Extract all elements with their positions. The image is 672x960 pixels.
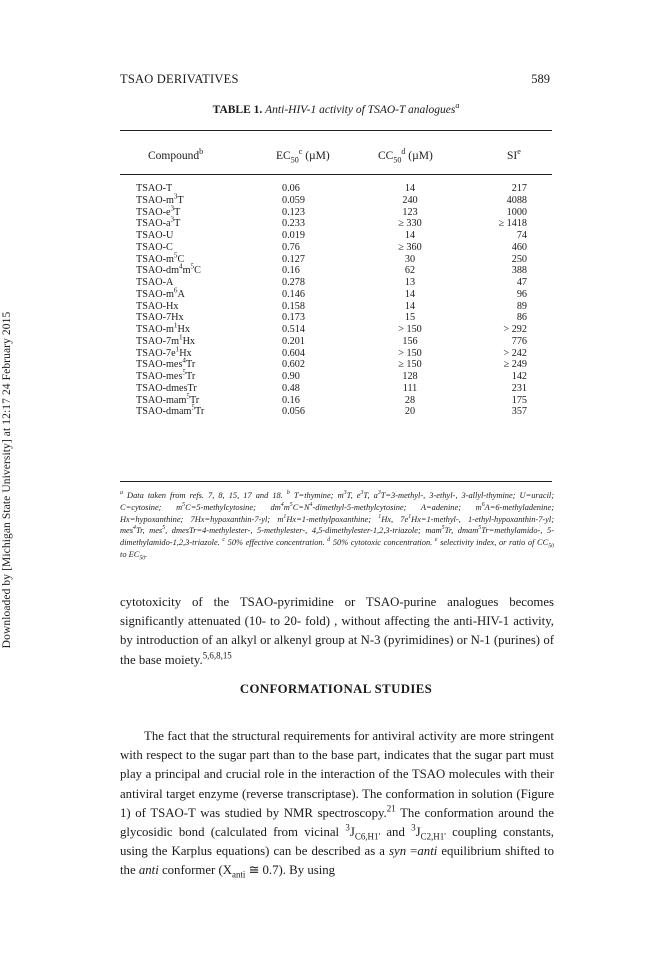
table-bottom-rule: [120, 481, 552, 482]
cell-compound: TSAO-$7m^1Hx$: [136, 333, 196, 347]
cell-ec50: 0.278: [282, 277, 305, 288]
cell-cc50: 111: [402, 382, 418, 394]
cell-cc50: 14: [404, 288, 416, 300]
cell-si: ≥ 1418: [498, 218, 527, 230]
column-header-compound: Compound$^b$: [148, 147, 204, 162]
table-row: [0, 262, 672, 277]
table-row: [0, 301, 672, 313]
cell-si: 1000: [506, 206, 527, 218]
cell-compound: TSAO-T: [136, 183, 173, 194]
cell-cc50: 14: [404, 230, 416, 241]
cell-ec50: 0.123: [282, 206, 305, 218]
body-paragraph-conformation: The fact that the structural requirements for antiviral activity are more stringent with respect to the sugar part than to the base part, indicates that the sugar part must play a principal and crucial role in the interaction of the TSAO molecules with their antiviral target enzyme (reverse transcriptase). The conformation in solution (Figure 1) of TSAO-T was studied by NMR spectroscopy.$^{21}$ The conformation around the glycosidic bond (calculated from vicinal $^3J_{C6,H1'}$ and $^3J_{C2,H1'}$ coupling constants, using the Karplus equations) can be described as a syn =anti equilibrium shifted to the anti conformer ($X_{anti}$ ≅ 0.7). By using: [120, 729, 555, 880]
cell-compound: TSAO-$m^1Hx$: [136, 321, 190, 335]
cell-ec50: 0.127: [282, 253, 305, 265]
body-paragraph-cytotoxicity: cytotoxicity of the TSAO-pyrimidine or TSAO-purine analogues becomes significantly attenuated (10- to 20- fold) , without affecting the anti-HIV-1 activity, by introduction of an alkyl or alkenyl group at N-3 (pyrimidines) or N-1 (purines) of the base moiety.$^{5,6,8,15}$: [120, 595, 554, 667]
table-row: [0, 192, 672, 207]
table-body: [0, 183, 672, 418]
table-row: [0, 242, 672, 254]
table-row: [0, 403, 672, 418]
cell-ec50: 0.158: [282, 300, 305, 312]
cell-ec50: 0.514: [282, 324, 305, 335]
cell-ec50: 0.173: [282, 312, 305, 324]
cell-compound: TSAO-C: [136, 241, 173, 253]
cell-si: > 242: [503, 347, 527, 359]
cell-compound: TSAO-$m^3T$: [136, 192, 184, 206]
cell-cc50: 128: [402, 371, 418, 382]
cell-cc50: 62: [404, 265, 416, 277]
table-header-rule: [120, 174, 552, 175]
cell-cc50: 240: [402, 194, 418, 206]
table-row: [0, 183, 672, 195]
cell-si: 89: [516, 300, 527, 312]
cell-compound: TSAO-$dm^4m^5C$: [136, 262, 201, 277]
cell-si: > 292: [503, 324, 527, 335]
table-caption: [0, 101, 672, 116]
cell-si: 74: [516, 230, 527, 241]
download-watermark: [0, 0, 16, 960]
cell-cc50: 156: [402, 335, 418, 347]
cell-si: 47: [516, 277, 527, 288]
column-header-ec50: $EC_{50}^c$ (µM): [276, 147, 330, 165]
cell-cc50: > 150: [398, 324, 422, 335]
table-row: [0, 230, 672, 242]
table-row: [0, 321, 672, 336]
cell-compound: TSAO-dmam$^5$Tr: [136, 403, 205, 418]
column-header-cc50: $CC_{50}^d$ (µM): [378, 147, 433, 165]
cell-si: 231: [511, 382, 527, 394]
cell-cc50: 14: [404, 183, 416, 194]
table-row: [0, 383, 672, 395]
table-row: [0, 277, 672, 289]
table-row: [0, 345, 672, 360]
cell-si: 388: [511, 265, 527, 277]
table-row: [0, 392, 672, 407]
cell-cc50: 28: [404, 394, 416, 406]
cell-ec50: 0.48: [282, 382, 300, 394]
cell-cc50: ≥ 360: [398, 241, 422, 253]
cell-si: 96: [516, 288, 527, 300]
cell-ec50: 0.06: [282, 183, 300, 194]
running-title: TSAO DERIVATIVES: [120, 72, 239, 86]
cell-ec50: 0.90: [282, 371, 300, 382]
cell-si: 460: [511, 241, 527, 253]
cell-si: 776: [511, 335, 527, 347]
cell-cc50: 14: [404, 300, 416, 312]
cell-compound: TSAO-$m^6A$: [136, 286, 185, 300]
cell-ec50: 0.019: [282, 230, 305, 241]
table-row: [0, 368, 672, 383]
table-row: [0, 251, 672, 266]
cell-si: 217: [511, 183, 527, 194]
cell-ec50: 0.76: [282, 241, 300, 253]
download-watermark-text: Downloaded by [Michigan State University] at 12:17 24 February 2015: [1, 311, 13, 649]
cell-ec50: 0.059: [282, 194, 305, 206]
cell-compound: TSAO-U: [136, 230, 174, 241]
cell-cc50: ≥ 330: [398, 218, 422, 230]
cell-si: 250: [511, 253, 527, 265]
cell-ec50: 0.146: [282, 288, 305, 300]
cell-si: 142: [511, 371, 527, 382]
cell-compound: TSAO-mam$^5$Tr: [136, 392, 200, 406]
cell-ec50: 0.604: [282, 347, 305, 359]
cell-ec50: 0.201: [282, 335, 305, 347]
cell-ec50: 0.16: [282, 265, 300, 277]
cell-si: 86: [516, 312, 527, 324]
cell-compound: TSAO-$m^5C$: [136, 251, 185, 265]
table-row: [0, 333, 672, 348]
page-number: 589: [531, 72, 550, 86]
table-top-rule: [120, 130, 552, 131]
cell-si: 175: [511, 394, 527, 406]
table-caption-text: Anti-HIV-1 activity of TSAO-T analogues$^a$: [265, 101, 460, 116]
column-header-si: $SI^e$: [507, 147, 521, 162]
table-footnotes: $^a$ Data taken from refs. 7, 8, 15, 17 and 18. $^b$ T=thymine; $m^3T$, $e^3T$, $a^3T=3-methyl-$, 3-ethyl-, 3-allyl-thymine; U=uracil; C=cytosine; $m^5C=5$-methylcytosine; $dm^4m^5C=N^4-dimethyl-5$-methylcytosine; A=adenine; $m^6A=6$-methyladenine; Hx=hypoxanthine; 7Hx=hypoxanthin-7-yl; $m^1Hx=1$-methylpoxanthine; $^1$Hx, $7e^1Hx=1-methyl-$, 1-ethyl-hypoxanthin-7-yl; mes$^4$Tr, mes$^5$, dmesTr=4-methylester-, 5-methylester-, 4,5-dimethylester-1,2,3-triazole; mam$^5$Tr, dmam$^5$Tr=methylamido-, 5-dimethylamido-1,2,3-triazole. $^c$ 50% effective concentration. $^d$ 50% cytotoxic concentration. $^e$ selectivity index, or ratio of $CC_{50}$ to $EC_{50}$.: [120, 490, 555, 562]
cell-ec50: 0.056: [282, 406, 305, 418]
cell-compound: TSAO-mes$^4$Tr: [136, 356, 196, 371]
cell-compound: TSAO-$a^3T$: [136, 215, 181, 230]
table-label: TABLE 1.: [212, 104, 263, 116]
cell-si: 357: [511, 406, 527, 418]
cell-ec50: 0.233: [282, 218, 305, 230]
cell-compound: TSAO-$e^3T$: [136, 204, 181, 218]
cell-cc50: 15: [404, 312, 416, 324]
table-row: [0, 286, 672, 301]
cell-si: 4088: [506, 194, 527, 206]
table-row: [0, 312, 672, 324]
cell-compound: TSAO-A: [136, 277, 174, 288]
cell-compound: TSAO-7Hx: [136, 312, 184, 324]
cell-cc50: 20: [404, 406, 416, 418]
cell-compound: TSAO-dmesTr: [136, 382, 197, 394]
cell-cc50: 30: [404, 253, 416, 265]
cell-ec50: 0.16: [282, 394, 300, 406]
cell-cc50: ≥ 150: [398, 359, 422, 371]
cell-cc50: 123: [402, 206, 418, 218]
section-heading: CONFORMATIONAL STUDIES: [239, 682, 433, 696]
cell-ec50: 0.602: [282, 359, 305, 371]
cell-compound: TSAO-Hx: [136, 300, 179, 312]
cell-compound: TSAO-mes$^5$Tr: [136, 368, 196, 382]
table-row: [0, 356, 672, 371]
cell-cc50: > 150: [398, 347, 422, 359]
cell-compound: TSAO-$7e^1Hx$: [136, 345, 192, 359]
table-row: [0, 215, 672, 230]
cell-si: ≥ 249: [503, 359, 527, 371]
cell-cc50: 13: [404, 277, 416, 288]
table-row: [0, 204, 672, 219]
